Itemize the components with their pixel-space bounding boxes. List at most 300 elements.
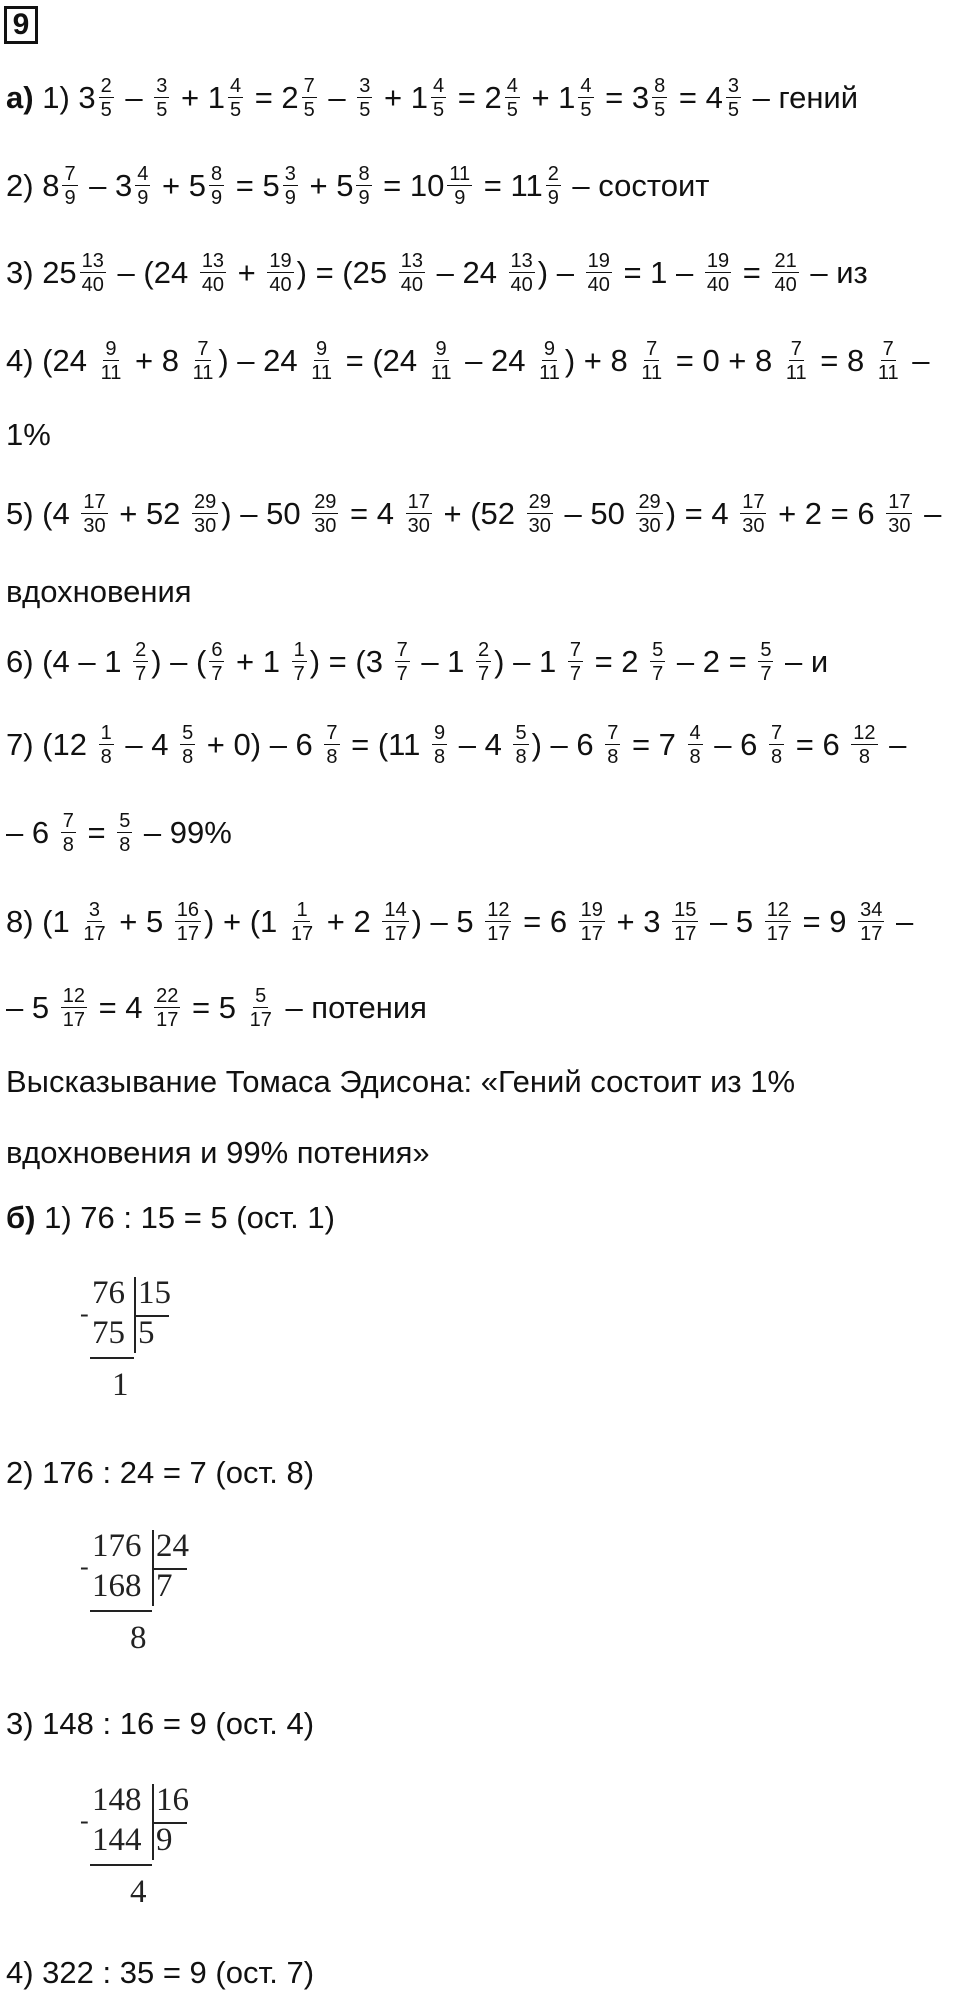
numerator: 1 [293, 639, 305, 661]
quote-line-2: вдохновения и 99% потения» [6, 1135, 430, 1170]
expression-text: = [596, 80, 632, 115]
expression-text: + [172, 80, 208, 115]
numerator: 19 [706, 250, 730, 272]
fraction-stack [650, 639, 665, 685]
numerator: 7 [569, 639, 581, 661]
fraction-stack [406, 491, 432, 537]
denominator: 17 [487, 923, 510, 945]
fraction-stack [99, 338, 124, 384]
mixed-number [281, 75, 319, 121]
fraction-stack [289, 899, 315, 945]
denominator: 5 [654, 99, 666, 121]
expression-text: 6) (4 – 1 [6, 644, 131, 679]
fraction [426, 338, 457, 384]
fraction-stack [267, 250, 293, 296]
denominator: 5 [156, 99, 168, 121]
expression-text: = 8 [811, 343, 873, 378]
expression-text: + 52 [110, 496, 190, 531]
whole-part: 2 [484, 80, 502, 115]
numerator: 1 [100, 722, 112, 744]
fraction-stack [175, 899, 201, 945]
fraction [189, 491, 221, 537]
whole-part: 25 [42, 255, 77, 290]
subtrahend: 144 [92, 1822, 142, 1858]
expression-text: + 5 [110, 904, 172, 939]
denominator: 17 [674, 923, 697, 945]
minus-sign: - [80, 1299, 89, 1328]
numerator: 7 [770, 722, 783, 744]
denominator: 5 [506, 99, 518, 121]
numerator: 4 [580, 75, 592, 97]
dividend: 176 [92, 1528, 142, 1564]
numerator: 5 [119, 810, 131, 832]
fraction-stack [726, 75, 741, 121]
fraction-stack [324, 722, 339, 768]
expression-text: ) = (25 [296, 255, 396, 290]
denominator: 17 [156, 1009, 179, 1031]
numerator: 29 [194, 491, 217, 513]
numerator: 3 [727, 75, 739, 97]
expression-text: – 5 [6, 990, 58, 1025]
equation-line-7 [6, 715, 906, 775]
whole-part: 3 [115, 168, 133, 203]
expression-text: – 6 [6, 815, 58, 850]
fraction-stack [61, 985, 87, 1031]
equation-line-8-continued [6, 978, 427, 1038]
expression-text: – [880, 727, 907, 762]
expression-text: + [153, 168, 189, 203]
fraction [576, 899, 608, 945]
part-b-item-4-heading: 4) 322 : 35 = 9 (ост. 7) [6, 1955, 315, 1990]
task-number-badge: 9 [4, 6, 38, 44]
fraction-stack [784, 338, 809, 384]
expression-text: = 9 [793, 904, 856, 939]
fraction-stack [765, 899, 791, 945]
denominator: 30 [888, 515, 911, 537]
expression-text: = [449, 80, 485, 115]
numerator: 15 [674, 899, 697, 921]
numerator: 6 [211, 639, 223, 661]
numerator: 17 [83, 491, 106, 513]
fraction-stack [652, 75, 667, 121]
fraction-stack [117, 810, 132, 856]
expression-text: = [670, 80, 706, 115]
fraction [762, 899, 794, 945]
denominator: 9 [64, 187, 76, 209]
fraction [583, 250, 615, 296]
numerator: 34 [860, 899, 883, 921]
numerator: 5 [255, 985, 267, 1007]
whole-part: 8 [42, 168, 60, 203]
expression-text: – состоит [563, 168, 710, 203]
expression-text: 2) [6, 168, 43, 203]
fraction [197, 250, 229, 296]
denominator: 17 [290, 923, 314, 945]
denominator: 11 [311, 362, 332, 384]
mixed-number [262, 163, 300, 209]
fraction-stack [505, 75, 520, 121]
equation-line-4 [6, 331, 929, 391]
fraction-stack [705, 250, 731, 296]
expression-text: – и [776, 644, 829, 679]
denominator: 7 [569, 663, 581, 685]
fraction-stack [357, 75, 372, 121]
expression-text: ) = (3 [309, 644, 392, 679]
denominator: 40 [774, 274, 797, 296]
fraction [58, 810, 79, 856]
expression-text: – 4 [116, 727, 178, 762]
numerator: 4 [137, 163, 149, 185]
denominator: 40 [587, 274, 610, 296]
fraction-stack [395, 639, 410, 685]
expression-text: + [229, 255, 265, 290]
expression-text: – 4 [450, 727, 511, 762]
denominator: 11 [430, 362, 452, 384]
fraction-stack [579, 899, 605, 945]
numerator: 19 [587, 250, 610, 272]
numerator: 7 [326, 722, 338, 744]
numerator: 19 [269, 250, 292, 272]
expression-text: – 6 [705, 727, 766, 762]
expression-text: 8) (1 [6, 904, 79, 939]
denominator: 8 [689, 746, 701, 768]
expression-text: – 24 [456, 343, 535, 378]
expression-text: – потения [276, 990, 427, 1025]
numerator: 13 [510, 250, 533, 272]
fraction [96, 722, 117, 768]
denominator: 17 [62, 1009, 85, 1031]
denominator: 7 [652, 663, 664, 685]
quotient: 5 [138, 1315, 155, 1351]
fraction-stack [578, 75, 593, 121]
numerator: 9 [316, 338, 328, 360]
whole-part: 3 [631, 80, 650, 115]
denominator: 30 [83, 515, 106, 537]
fraction-stack [283, 163, 298, 209]
fraction [130, 639, 151, 685]
denominator: 9 [547, 187, 559, 209]
denominator: 8 [607, 746, 619, 768]
part-b-label: б) [6, 1200, 36, 1235]
whole-part: 10 [409, 168, 445, 203]
fraction [379, 899, 411, 945]
expression-text: = 4 [89, 990, 152, 1025]
whole-part: 1 [558, 80, 576, 115]
fraction [473, 639, 494, 685]
numerator: 9 [435, 338, 447, 360]
equation-line-8 [6, 892, 913, 952]
denominator: 5 [359, 99, 371, 121]
numerator: 2 [100, 75, 112, 97]
expression-text: + [522, 80, 559, 115]
fraction [766, 722, 787, 768]
fraction-stack [769, 722, 784, 768]
expression-text: ) = 4 [665, 496, 738, 531]
expression-text: = 5 [183, 990, 245, 1025]
fraction-stack [513, 722, 528, 768]
quote-line-1: Высказывание Томаса Эдисона: «Гений состоит из 1% [6, 1064, 796, 1099]
fraction [306, 338, 337, 384]
denominator: 7 [211, 663, 223, 685]
fraction [172, 899, 204, 945]
whole-part: 11 [510, 168, 543, 203]
denominator: 5 [303, 99, 315, 121]
fraction-stack [758, 639, 773, 685]
quotient: 9 [156, 1822, 173, 1858]
numerator: 12 [487, 899, 510, 921]
part-b-item-1-heading: б) 1) 76 : 15 = 5 (ост. 1) [6, 1200, 335, 1235]
expression-text: – (24 [108, 255, 197, 290]
denominator: 30 [742, 515, 765, 537]
fraction-stack [209, 163, 224, 209]
denominator: 17 [249, 1009, 272, 1031]
denominator: 9 [454, 187, 466, 209]
expression-text: 7) (12 [6, 727, 96, 762]
denominator: 40 [706, 274, 730, 296]
fraction [769, 250, 801, 296]
whole-part: 1 [410, 80, 428, 115]
fraction [58, 985, 90, 1031]
denominator: 11 [100, 362, 122, 384]
numerator: 2 [135, 639, 147, 661]
expression-text: = 0 + 8 [667, 343, 781, 378]
expression-text: ) + 8 [564, 343, 637, 378]
fraction [264, 250, 296, 296]
expression-text: + [300, 168, 337, 203]
numerator: 13 [400, 250, 423, 272]
numerator: 2 [547, 163, 559, 185]
numerator: 19 [580, 899, 603, 921]
denominator: 11 [877, 362, 899, 384]
denominator: 8 [100, 746, 112, 768]
equation-line-5-continued [6, 562, 192, 622]
fraction [188, 338, 219, 384]
mixed-number [42, 250, 109, 296]
denominator: 5 [727, 99, 739, 121]
fraction [506, 250, 538, 296]
denominator: 11 [192, 362, 214, 384]
fraction-stack [209, 639, 224, 685]
fraction-stack [200, 250, 226, 296]
divisor: 24 [156, 1528, 189, 1564]
fraction-stack [639, 338, 664, 384]
denominator: 5 [100, 99, 112, 121]
mixed-number [208, 75, 246, 121]
expression-text: – 99% [135, 815, 232, 850]
numerator: 17 [888, 491, 911, 513]
expression-text: ) – ( [151, 644, 207, 679]
expression-text: = 4 [341, 496, 403, 531]
expression-text: – [903, 343, 930, 378]
expression-text: + 1 [227, 644, 289, 679]
denominator: 8 [119, 834, 131, 856]
expression-text: = (11 [342, 727, 429, 762]
mixed-number [336, 163, 374, 209]
numerator: 4 [229, 75, 242, 97]
fraction [403, 491, 435, 537]
fraction [78, 899, 110, 945]
expression-text: = [475, 168, 511, 203]
equation-line-6 [6, 632, 828, 692]
expression-text: + 2 = 6 [769, 496, 884, 531]
denominator: 8 [326, 746, 338, 768]
expression-text: – гений [743, 80, 859, 115]
fraction-stack [740, 491, 766, 537]
fraction [96, 338, 127, 384]
numerator: 5 [515, 722, 527, 744]
numerator: 7 [790, 338, 802, 360]
numerator: 2 [478, 639, 490, 661]
expression-text: ) – 6 [531, 727, 603, 762]
fraction-stack [688, 722, 703, 768]
denominator: 17 [384, 923, 407, 945]
fraction [396, 250, 428, 296]
equation-line-4-continued [6, 405, 51, 465]
numerator: 12 [766, 899, 789, 921]
expression-text: – 5 [701, 904, 762, 939]
denominator: 40 [400, 274, 423, 296]
numerator: 8 [654, 75, 666, 97]
denominator: 8 [433, 746, 446, 768]
subtraction-line [90, 1357, 134, 1359]
numerator: 17 [407, 491, 430, 513]
equation-line-2 [6, 156, 709, 216]
fraction [781, 338, 812, 384]
fraction [392, 639, 413, 685]
fraction [873, 338, 904, 384]
whole-part: 4 [705, 80, 723, 115]
subtraction-line [90, 1610, 152, 1612]
denominator: 5 [229, 99, 242, 121]
denominator: 9 [358, 187, 370, 209]
expression-text: – [319, 80, 355, 115]
fraction-stack [876, 338, 901, 384]
expression-text: 3) [6, 255, 43, 290]
numerator: 7 [62, 810, 74, 832]
fraction-stack [429, 338, 454, 384]
fraction [286, 899, 318, 945]
part-a-label: а) [6, 80, 34, 115]
fraction-stack [135, 163, 150, 209]
expression-text: ) – [537, 255, 583, 290]
denominator: 8 [770, 746, 783, 768]
numerator: 5 [182, 722, 194, 744]
denominator: 17 [860, 923, 883, 945]
expression-text: – [80, 168, 116, 203]
expression-text: = [374, 168, 410, 203]
divisor: 15 [138, 1275, 171, 1311]
numerator: 13 [201, 250, 225, 272]
expression-text: – [915, 496, 942, 531]
numerator: 9 [105, 338, 117, 360]
fraction-stack [431, 75, 446, 121]
fraction [737, 491, 769, 537]
divisor: 16 [156, 1782, 189, 1818]
expression-text: = 1 – [614, 255, 702, 290]
mixed-number [42, 163, 80, 209]
numerator: 7 [882, 338, 894, 360]
denominator: 8 [62, 834, 74, 856]
fraction [206, 639, 227, 685]
fraction-stack [302, 75, 317, 121]
mixed-number [484, 75, 522, 121]
mixed-number [558, 75, 596, 121]
expression-text: ) – 50 [221, 496, 310, 531]
fraction [177, 722, 198, 768]
numerator: 29 [638, 491, 661, 513]
mixed-number [115, 163, 153, 209]
denominator: 17 [766, 923, 789, 945]
fraction-stack [772, 250, 798, 296]
expression-text: = [246, 80, 282, 115]
denominator: 17 [580, 923, 603, 945]
numerator: 7 [396, 639, 408, 661]
fraction-stack [312, 491, 338, 537]
fraction [151, 985, 183, 1031]
minus-sign: - [80, 1806, 89, 1835]
denominator: 5 [432, 99, 445, 121]
denominator: 30 [314, 515, 337, 537]
numerator: 3 [88, 899, 101, 921]
numerator: 13 [81, 250, 104, 272]
numerator: 3 [359, 75, 371, 97]
minus-sign: - [80, 1552, 89, 1581]
expression-text: + 3 [607, 904, 670, 939]
expression-text: = [227, 168, 263, 203]
fraction-stack [180, 722, 195, 768]
fraction [289, 639, 310, 685]
expression-text: = [734, 255, 770, 290]
mixed-number [189, 163, 227, 209]
numerator: 12 [853, 722, 876, 744]
fraction-stack [509, 250, 535, 296]
fraction [633, 491, 665, 537]
expression-text: 1% [6, 417, 51, 452]
denominator: 40 [269, 274, 292, 296]
denominator: 9 [211, 187, 223, 209]
fraction-stack [248, 985, 274, 1031]
numerator: 7 [303, 75, 315, 97]
numerator: 5 [652, 639, 664, 661]
fraction [848, 722, 880, 768]
whole-part: 1 [207, 80, 225, 115]
denominator: 7 [478, 663, 490, 685]
expression-text: – [116, 80, 152, 115]
denominator: 7 [396, 663, 408, 685]
fraction [321, 722, 342, 768]
fraction-stack [228, 75, 243, 121]
fraction-stack [62, 163, 77, 209]
whole-part: 5 [336, 168, 354, 203]
fraction [354, 75, 375, 121]
fraction-stack [447, 163, 472, 209]
expression-text: ) – 5 [411, 904, 483, 939]
mixed-number [632, 75, 670, 121]
numerator: 16 [176, 899, 200, 921]
fraction-stack [537, 338, 562, 384]
fraction-stack [81, 491, 107, 537]
fraction [755, 639, 776, 685]
numerator: 7 [197, 338, 209, 360]
fraction-stack [432, 722, 447, 768]
fraction [602, 722, 623, 768]
expression-text: вдохновения [6, 574, 192, 609]
whole-part: 3 [78, 80, 96, 115]
fraction [685, 722, 706, 768]
part-b-item-3-heading: 3) 148 : 16 = 9 (ост. 4) [6, 1706, 315, 1741]
denominator: 9 [284, 187, 296, 209]
denominator: 8 [182, 746, 194, 768]
